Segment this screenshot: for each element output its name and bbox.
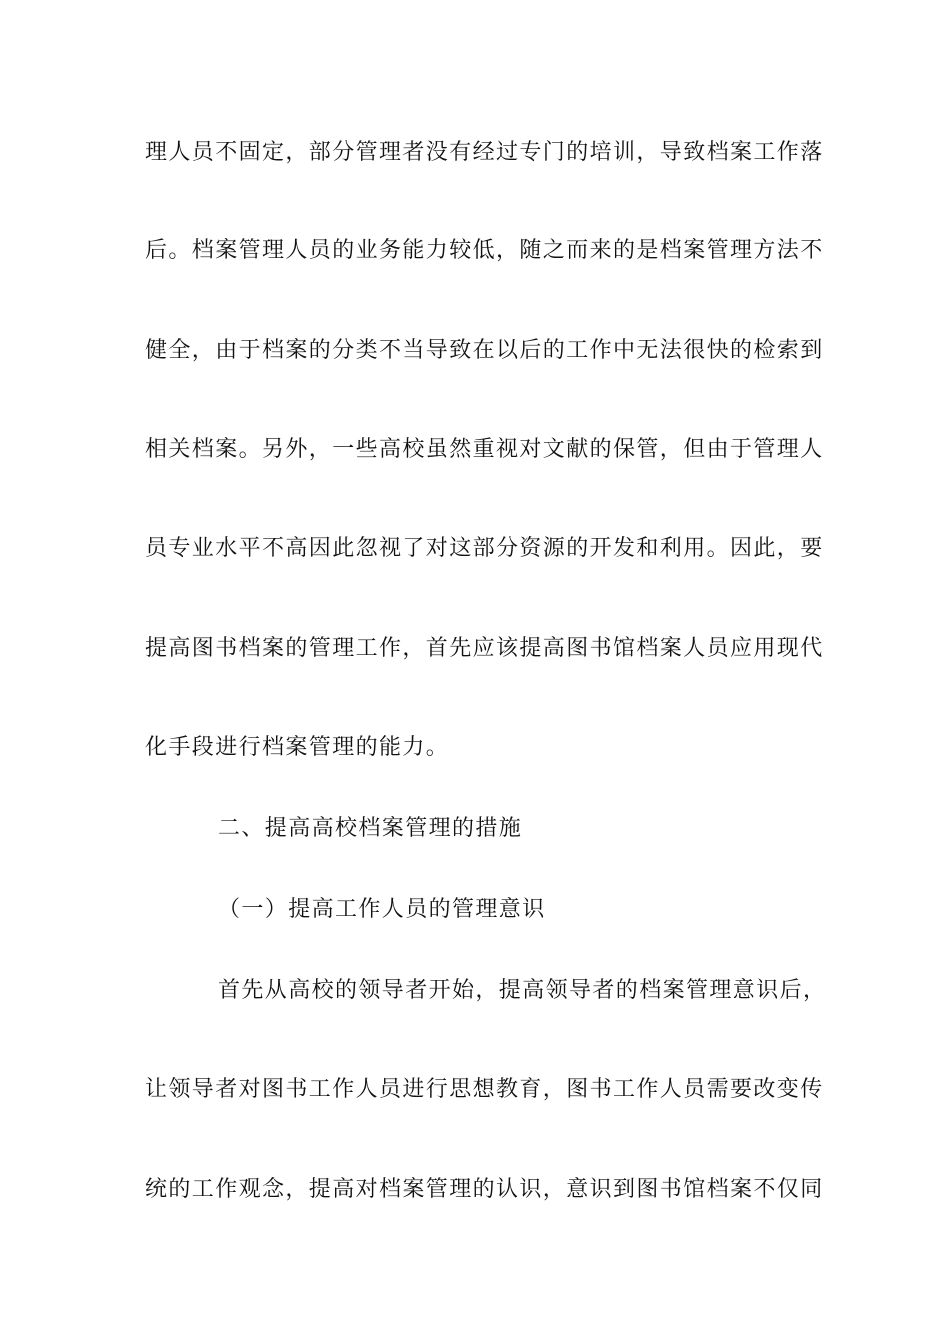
section-heading: 二、提高高校档案管理的措施 — [218, 816, 523, 841]
paragraph-line: 后。档案管理人员的业务能力较低，随之而来的是档案管理方法不 — [145, 238, 824, 263]
paragraph-line: 健全，由于档案的分类不当导致在以后的工作中无法很快的检索到 — [145, 338, 824, 363]
paragraph-line: 首先从高校的领导者开始，提高领导者的档案管理意识后， — [218, 978, 827, 1003]
paragraph-line: 统的工作观念，提高对档案管理的认识，意识到图书馆档案不仅同 — [145, 1177, 824, 1202]
paragraph-line: 相关档案。另外，一些高校虽然重视对文献的保管，但由于管理人 — [145, 437, 824, 462]
paragraph-line: 员专业水平不高因此忽视了对这部分资源的开发和利用。因此，要 — [145, 536, 824, 561]
paragraph-line: 提高图书档案的管理工作，首先应该提高图书馆档案人员应用现代 — [145, 636, 824, 661]
paragraph-line: 让领导者对图书工作人员进行思想教育，图书工作人员需要改变传 — [145, 1077, 824, 1102]
paragraph-line: 理人员不固定，部分管理者没有经过专门的培训，导致档案工作落 — [145, 140, 824, 165]
subsection-heading: （一）提高工作人员的管理意识 — [218, 897, 546, 922]
paragraph-line: 化手段进行档案管理的能力。 — [145, 735, 450, 760]
